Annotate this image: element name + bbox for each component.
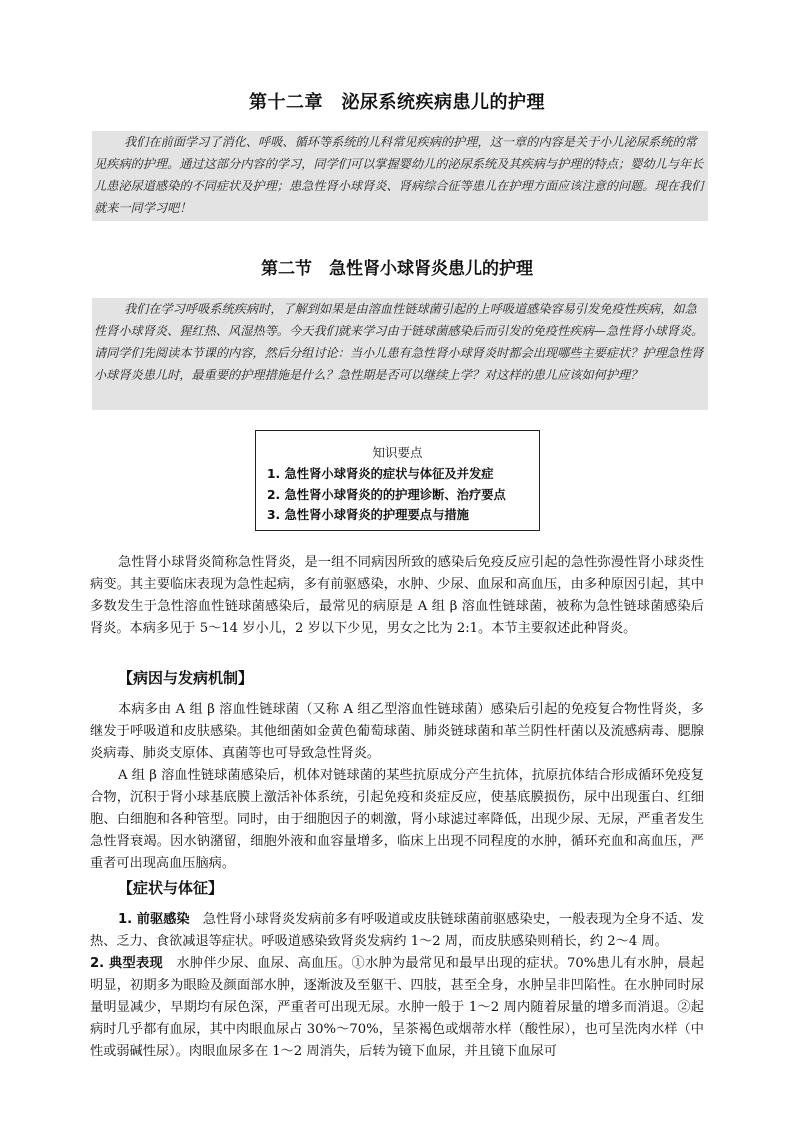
keypoints-title: 知识要点 [372, 445, 423, 460]
paragraph-etiology-1: 本病多由 A 组 β 溶血性链球菌（又称 A 组乙型溶血性链球菌）感染后引起的免疫复合物性肾炎，多继发于呼吸道和皮肤感染。其他细菌如金黄色葡萄球菌、肺炎链球菌和革兰阴性杆菌以及流感病毒、腮腺炎病毒、肺炎支原体、真菌等也可导致急性肾炎。 [90, 702, 704, 761]
text-prodromal-infection: 急性肾小球肾炎发病前多有呼吸道或皮肤链球菌前驱感染史，一般表现为全身不适、发热、乏力、食欲减退等症状。呼吸道感染致肾炎发病约 1～2 周，而皮肤感染则稍长，约 2～4 周。 [90, 912, 705, 949]
section-intro: 我们在学习呼吸系统疾病时，了解到如果是由溶血性链球菌引起的上呼吸道感染容易引发免疫性疾病，如急性肾小球肾炎、猩红热、风湿热等。今天我们就来学习由于链球菌感染后而引发的免疫性疾病—急性肾小球肾炎。请同学们先阅读本节课的内容，然后分组讨论：当小儿患有急性肾小球肾炎时都会出现哪些主要症状？护理急性肾小球肾炎患儿时，最重要的护理措施是什么？急性期是否可以继续上学？对这样的患儿应该如何护理？ [92, 298, 708, 410]
paragraph-etiology-2: A 组 β 溶血性链球菌感染后，机体对链球菌的某些抗原成分产生抗体，抗原抗体结合形成循环免疫复合物，沉积于肾小球基底膜上激活补体系统，引起免疫和炎症反应，使基底膜损伤，尿中出现蛋白、红细胞、白细胞和各种管型。同时，由于细胞因子的刺激，肾小球滤过率降低，出现少尿、无尿，严重者发生急性肾衰竭。因水钠潴留，细胞外液和血容量增多，临床上出现不同程度的水肿，循环充血和高血压，严重者可出现高血压脑病。 [90, 768, 704, 871]
section-title: 第二节 急性肾小球肾炎患儿的护理 [261, 259, 533, 279]
paragraph-symptoms [90, 909, 704, 1063]
keypoint-item: 3. 急性肾小球肾炎的护理要点与措施 [267, 508, 469, 522]
keypoint-item: 1. 急性肾小球肾炎的症状与体征及并发症 [267, 467, 494, 481]
paragraph-overview: 急性肾小球肾炎简称急性肾炎，是一组不同病因所致的感染后免疫反应引起的急性弥漫性肾小球炎性病变。其主要临床表现为急性起病，多有前驱感染，水肿、少尿、血尿和高血压，由多种原因引起，其中多数发生于急性溶血性链球菌感染后，最常见的病原是 A 组 β 溶血性链球菌，被称为急性链球菌感染后肾炎。本病多见于 5～14 岁小儿，2 岁以下少见，男女之比为 2:1。本节主要叙述此种肾炎。 [90, 555, 704, 636]
chapter-title: 第十二章 泌尿系统疾病患儿的护理 [249, 92, 545, 113]
heading-etiology: 【病因与发病机制】 [118, 669, 254, 687]
heading-symptoms: 【症状与体征】 [118, 879, 224, 897]
label-prodromal-infection: 1. 前驱感染 [118, 912, 190, 927]
keypoints-box [255, 430, 540, 531]
text-typical-manifestation: 水肿伴少尿、血尿、高血压。①水肿为最常见和最早出现的症状。70%患儿有水肿，晨起明显，初期多为眼睑及颜面部水肿，逐渐波及至躯干、四肢，甚至全身，水肿呈非凹陷性。在水肿同时尿量明显减少，早期均有尿色深，严重者可出现无尿。水肿一般于 1～2 周内随着尿量的增多而消退。②起病时几乎都有血尿，其中肉眼血尿占 30%～70%，呈茶褐色或烟蒂水样（酸性尿），也可呈洗肉水样（中性或弱碱性尿）。肉眼血尿多在 1～2 周消失，后转为镜下血尿，并且镜下血尿可 [90, 956, 705, 1059]
keypoints-list [267, 464, 537, 526]
chapter-intro: 我们在前面学习了消化、呼吸、循环等系统的儿科常见疾病的护理，这一章的内容是关于小儿泌尿系统的常见疾病的护理。通过这部分内容的学习，同学们可以掌握婴幼儿的泌尿系统及其疾病与护理的特点；婴幼儿与年长儿患泌尿道感染的不同症状及护理；患急性肾小球肾炎、肾病综合征等患儿在护理方面应该注意的问题。现在我们就来一同学习吧！ [92, 131, 708, 221]
keypoint-item: 2. 急性肾小球肾炎的的护理诊断、治疗要点 [267, 487, 506, 502]
label-typical-manifestation: 2. 典型表现 [90, 956, 163, 971]
